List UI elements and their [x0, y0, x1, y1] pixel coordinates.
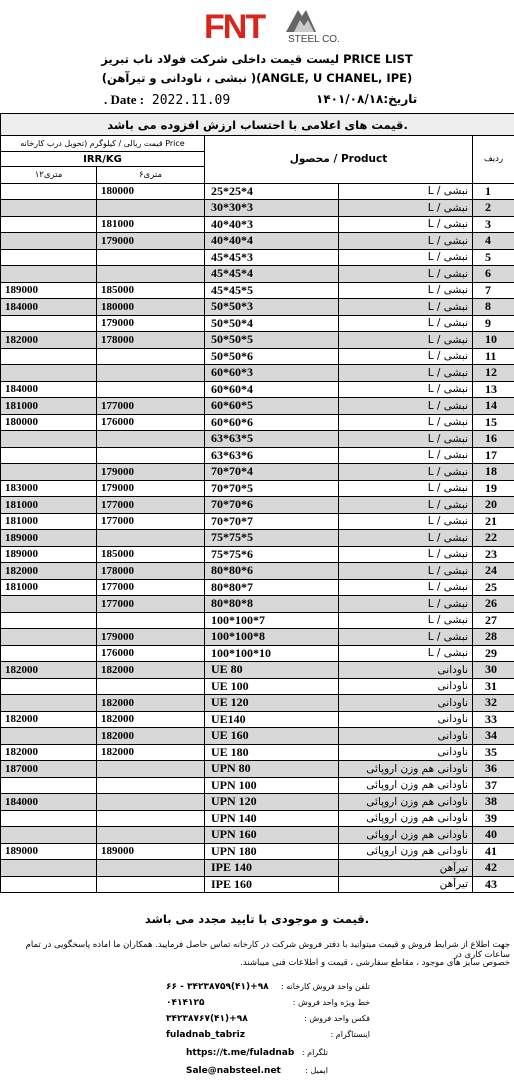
product-name-cell: ناودانی [339, 744, 473, 761]
product-name-cell: ناودانی هم وزن اروپائی [339, 794, 473, 811]
price-12m-cell [1, 365, 97, 382]
table-row [1, 497, 514, 514]
row-number-cell: 30 [473, 662, 514, 679]
row-number-cell: 6 [473, 266, 514, 283]
size-cell: UE 120 [205, 695, 339, 712]
price-6m-cell [97, 876, 205, 893]
title-line-2: (نبشی ، ناودانی و تیرآهن )(ANGLE, U CHANEL, IPE) [101, 71, 413, 85]
price-12m-cell [1, 612, 97, 629]
size-cell: UE 180 [205, 744, 339, 761]
table-row [1, 315, 514, 332]
logo-mountain-icon [286, 6, 316, 32]
price-12m-cell: 181000 [1, 513, 97, 530]
price-12m-cell [1, 183, 97, 200]
price-12m-cell [1, 249, 97, 266]
size-cell: 80*80*7 [205, 579, 339, 596]
table-row [1, 530, 514, 547]
price-header: قیمت ریالی / کیلوگرم (تحویل درب کارخانه Price [1, 136, 205, 152]
date-value: 2022.11.09 [151, 93, 231, 108]
price-6m-cell: 182000 [97, 695, 205, 712]
table-row [1, 678, 514, 695]
price-6m-cell [97, 249, 205, 266]
price-6m-cell: 178000 [97, 563, 205, 580]
row-number-cell: 3 [473, 216, 514, 233]
table-row [1, 596, 514, 613]
price-12m-cell [1, 860, 97, 877]
product-name-cell: نبشی / L [339, 299, 473, 316]
price-12m-cell: 187000 [1, 761, 97, 778]
price-6m-cell: 182000 [97, 744, 205, 761]
price-12m-cell [1, 266, 97, 283]
price-6m-cell [97, 266, 205, 283]
footer-note-2: خصوص سایز های موجود ، مقاطع سفارشی ، قیمت و اطلاعات فنی میباشند. [240, 958, 510, 968]
size-cell: 50*50*3 [205, 299, 339, 316]
table-row [1, 728, 514, 745]
size-cell: 30*30*3 [205, 200, 339, 217]
size-cell: 63*63*5 [205, 431, 339, 448]
price-6m-cell [97, 381, 205, 398]
table-row [1, 348, 514, 365]
row-number-cell: 28 [473, 629, 514, 646]
date-label: . Date : [104, 92, 145, 107]
product-name-cell: ناودانی هم وزن اروپائی [339, 827, 473, 844]
product-name-cell: ناودانی [339, 662, 473, 679]
price-6m-cell: 177000 [97, 513, 205, 530]
row-number-cell: 33 [473, 711, 514, 728]
price-6m-cell: 181000 [97, 216, 205, 233]
title-line-1: لیست قیمت داخلی شرکت فولاد ناب تبریز PRICE LIST [101, 52, 413, 66]
price-6m-cell: 178000 [97, 332, 205, 349]
len12-header: ۱۲متری [1, 167, 97, 184]
row-number-cell: 9 [473, 315, 514, 332]
size-cell: 63*63*6 [205, 447, 339, 464]
product-name-cell: نبشی / L [339, 200, 473, 217]
price-12m-cell [1, 629, 97, 646]
product-name-cell: ناودانی هم وزن اروپائی [339, 761, 473, 778]
price-6m-cell: 182000 [97, 711, 205, 728]
contact-value[interactable]: Sale@nabsteel.net [186, 1066, 281, 1076]
product-name-cell: ناودانی هم وزن اروپائی [339, 843, 473, 860]
price-6m-cell [97, 860, 205, 877]
size-cell: UE 100 [205, 678, 339, 695]
size-cell: 25*25*4 [205, 183, 339, 200]
product-name-cell: نبشی / L [339, 183, 473, 200]
table-row [1, 414, 514, 431]
size-cell: 50*50*6 [205, 348, 339, 365]
size-cell: UE 160 [205, 728, 339, 745]
size-cell: UPN 140 [205, 810, 339, 827]
row-number-cell: 17 [473, 447, 514, 464]
size-cell: 40*40*4 [205, 233, 339, 250]
table-row [1, 365, 514, 382]
size-cell: 60*60*3 [205, 365, 339, 382]
size-cell: 70*70*6 [205, 497, 339, 514]
table-row [1, 629, 514, 646]
row-number-cell: 34 [473, 728, 514, 745]
price-12m-cell [1, 464, 97, 481]
size-cell: 100*100*8 [205, 629, 339, 646]
size-cell: 75*75*5 [205, 530, 339, 547]
row-number-cell: 16 [473, 431, 514, 448]
table-row [1, 645, 514, 662]
price-6m-cell [97, 530, 205, 547]
price-6m-cell [97, 761, 205, 778]
price-6m-cell [97, 678, 205, 695]
row-number-cell: 24 [473, 563, 514, 580]
size-cell: 100*100*10 [205, 645, 339, 662]
price-12m-cell [1, 216, 97, 233]
price-12m-cell [1, 596, 97, 613]
unit-header: IRR/KG [1, 152, 205, 167]
row-number-cell: 11 [473, 348, 514, 365]
price-12m-cell: 189000 [1, 843, 97, 860]
size-cell: 75*75*6 [205, 546, 339, 563]
contact-value: ۳۴۲۳۸۷۶۷(۴۱)+۹۸ [166, 1014, 248, 1024]
product-name-cell: نبشی / L [339, 612, 473, 629]
row-number-cell: 14 [473, 398, 514, 415]
size-cell: 70*70*7 [205, 513, 339, 530]
row-number-cell: 21 [473, 513, 514, 530]
price-6m-cell [97, 827, 205, 844]
row-number-cell: 23 [473, 546, 514, 563]
price-6m-cell [97, 447, 205, 464]
price-12m-cell: 184000 [1, 381, 97, 398]
table-row [1, 777, 514, 794]
product-name-cell: تیرآهن [339, 860, 473, 877]
price-12m-cell: 181000 [1, 579, 97, 596]
price-6m-cell [97, 612, 205, 629]
row-number-cell: 35 [473, 744, 514, 761]
table-row [1, 513, 514, 530]
product-name-cell: نبشی / L [339, 315, 473, 332]
price-12m-cell: 189000 [1, 546, 97, 563]
contact-label: فکس واحد فروش : [304, 1014, 370, 1023]
price-12m-cell: 181000 [1, 497, 97, 514]
table-row [1, 744, 514, 761]
row-number-cell: 27 [473, 612, 514, 629]
price-12m-cell [1, 447, 97, 464]
product-name-cell: نبشی / L [339, 233, 473, 250]
size-cell: 40*40*3 [205, 216, 339, 233]
table-row [1, 843, 514, 860]
price-12m-cell: 182000 [1, 332, 97, 349]
price-6m-cell: 179000 [97, 464, 205, 481]
size-cell: 100*100*7 [205, 612, 339, 629]
price-6m-cell: 179000 [97, 629, 205, 646]
size-cell: 60*60*4 [205, 381, 339, 398]
table-row [1, 282, 514, 299]
row-number-cell: 5 [473, 249, 514, 266]
price-12m-cell: 189000 [1, 282, 97, 299]
date-en [104, 92, 230, 108]
size-cell: IPE 140 [205, 860, 339, 877]
fnt-logo [204, 6, 344, 50]
logo-sub: STEEL CO. [288, 34, 340, 45]
product-name-cell: ناودانی [339, 678, 473, 695]
product-name-cell: نبشی / L [339, 596, 473, 613]
row-number-cell: 38 [473, 794, 514, 811]
product-name-cell: نبشی / L [339, 398, 473, 415]
contact-value[interactable]: https://t.me/fuladnab [186, 1048, 295, 1058]
table-row [1, 563, 514, 580]
price-6m-cell: 177000 [97, 497, 205, 514]
row-number-cell: 1 [473, 183, 514, 200]
price-6m-cell: 185000 [97, 546, 205, 563]
price-6m-cell [97, 794, 205, 811]
size-cell: 45*45*3 [205, 249, 339, 266]
price-12m-cell [1, 678, 97, 695]
footer-note-1: جهت اطلاع از شرایط فروش و قیمت میتوانید با دفتر فروش شرکت در کارخانه تماس حاصل فرمایید. همکاران ما اماده پاسخگویی در تمام ساعات کاری در [25, 940, 510, 960]
product-name-cell: نبشی / L [339, 513, 473, 530]
price-6m-cell: 189000 [97, 843, 205, 860]
product-name-cell: نبشی / L [339, 497, 473, 514]
price-12m-cell [1, 728, 97, 745]
size-cell: UPN 160 [205, 827, 339, 844]
table-row [1, 711, 514, 728]
table-row [1, 695, 514, 712]
price-6m-cell: 176000 [97, 414, 205, 431]
price-12m-cell: 182000 [1, 744, 97, 761]
table-row [1, 761, 514, 778]
product-name-cell: نبشی / L [339, 563, 473, 580]
product-name-cell: ناودانی [339, 695, 473, 712]
table-row [1, 464, 514, 481]
table-row [1, 579, 514, 596]
price-12m-cell [1, 876, 97, 893]
product-name-cell: نبشی / L [339, 645, 473, 662]
row-number-cell: 25 [473, 579, 514, 596]
row-number-cell: 26 [473, 596, 514, 613]
table-row [1, 381, 514, 398]
row-number-cell: 36 [473, 761, 514, 778]
product-name-cell: نبشی / L [339, 348, 473, 365]
table-row [1, 480, 514, 497]
price-6m-cell [97, 431, 205, 448]
table-row [1, 546, 514, 563]
size-cell: IPE 160 [205, 876, 339, 893]
size-cell: 45*45*5 [205, 282, 339, 299]
price-12m-cell: 181000 [1, 398, 97, 415]
table-row [1, 233, 514, 250]
size-cell: 70*70*4 [205, 464, 339, 481]
row-number-cell: 42 [473, 860, 514, 877]
availability-note: قیمت و موجودی با تایید مجدد می باشد. [144, 912, 370, 926]
row-number-cell: 41 [473, 843, 514, 860]
contact-label: خط ویژه واحد فروش : [292, 998, 370, 1007]
table-row [1, 398, 514, 415]
size-cell: 60*60*6 [205, 414, 339, 431]
price-12m-cell [1, 827, 97, 844]
table-row [1, 827, 514, 844]
product-name-cell: ناودانی هم وزن اروپائی [339, 777, 473, 794]
price-12m-cell: 182000 [1, 662, 97, 679]
product-header: محصول / Product [205, 136, 473, 184]
product-name-cell: نبشی / L [339, 381, 473, 398]
price-12m-cell [1, 200, 97, 217]
contact-value[interactable]: fuladnab_tabriz [166, 1030, 245, 1040]
product-name-cell: نبشی / L [339, 282, 473, 299]
price-12m-cell: 184000 [1, 794, 97, 811]
price-12m-cell [1, 431, 97, 448]
size-cell: 80*80*8 [205, 596, 339, 613]
price-12m-cell [1, 348, 97, 365]
price-12m-cell: 183000 [1, 480, 97, 497]
product-name-cell: نبشی / L [339, 365, 473, 382]
product-name-cell: نبشی / L [339, 464, 473, 481]
product-name-cell: نبشی / L [339, 431, 473, 448]
price-12m-cell [1, 315, 97, 332]
table-row [1, 662, 514, 679]
product-name-cell: نبشی / L [339, 266, 473, 283]
product-name-cell: نبشی / L [339, 629, 473, 646]
logo-brand: FNT [204, 8, 265, 46]
price-6m-cell [97, 348, 205, 365]
row-number-cell: 10 [473, 332, 514, 349]
size-cell: UE140 [205, 711, 339, 728]
product-name-cell: ناودانی [339, 728, 473, 745]
price-6m-cell: 180000 [97, 299, 205, 316]
row-number-cell: 29 [473, 645, 514, 662]
size-cell: UPN 120 [205, 794, 339, 811]
table-row [1, 860, 514, 877]
table-row [1, 794, 514, 811]
table-row [1, 249, 514, 266]
table-row [1, 612, 514, 629]
price-6m-cell: 177000 [97, 579, 205, 596]
row-number-cell: 18 [473, 464, 514, 481]
row-number-cell: 20 [473, 497, 514, 514]
row-number-cell: 19 [473, 480, 514, 497]
size-cell: UPN 100 [205, 777, 339, 794]
contact-label: تلفن واحد فروش کارخانه : [281, 982, 370, 991]
contact-label: تلگرام : [301, 1048, 328, 1057]
price-6m-cell [97, 365, 205, 382]
row-number-cell: 43 [473, 876, 514, 893]
price-12m-cell [1, 695, 97, 712]
size-cell: 50*50*4 [205, 315, 339, 332]
price-6m-cell: 177000 [97, 596, 205, 613]
contact-label: اینستاگرام : [330, 1030, 370, 1039]
price-6m-cell: 180000 [97, 183, 205, 200]
row-number-cell: 12 [473, 365, 514, 382]
size-cell: 50*50*5 [205, 332, 339, 349]
product-name-cell: نبشی / L [339, 546, 473, 563]
price-6m-cell: 177000 [97, 398, 205, 415]
table-row [1, 431, 514, 448]
table-row [1, 266, 514, 283]
contact-value: ۰۴۱۴۱۲۵ [166, 998, 205, 1008]
price-6m-cell: 185000 [97, 282, 205, 299]
product-name-cell: نبشی / L [339, 579, 473, 596]
table-row [1, 200, 514, 217]
size-cell: UPN 180 [205, 843, 339, 860]
row-number-cell: 7 [473, 282, 514, 299]
size-cell: UE 80 [205, 662, 339, 679]
price-6m-cell [97, 777, 205, 794]
row-number-cell: 40 [473, 827, 514, 844]
product-name-cell: نبشی / L [339, 447, 473, 464]
price-12m-cell: 184000 [1, 299, 97, 316]
table-row [1, 876, 514, 893]
table-row [1, 216, 514, 233]
size-cell: 45*45*4 [205, 266, 339, 283]
price-12m-cell [1, 645, 97, 662]
product-name-cell: ناودانی هم وزن اروپائی [339, 810, 473, 827]
row-number-cell: 32 [473, 695, 514, 712]
price-6m-cell: 179000 [97, 233, 205, 250]
size-cell: 70*70*5 [205, 480, 339, 497]
row-number-cell: 39 [473, 810, 514, 827]
row-number-cell: 13 [473, 381, 514, 398]
price-6m-cell: 179000 [97, 315, 205, 332]
product-name-cell: نبشی / L [339, 249, 473, 266]
size-cell: UPN 80 [205, 761, 339, 778]
size-cell: 60*60*5 [205, 398, 339, 415]
price-12m-cell [1, 233, 97, 250]
price-6m-cell: 176000 [97, 645, 205, 662]
price-12m-cell: 182000 [1, 711, 97, 728]
date-fa: تاریخ:۱۴۰۱/۰۸/۱۸ [316, 92, 418, 106]
row-number-cell: 15 [473, 414, 514, 431]
product-name-cell: نبشی / L [339, 332, 473, 349]
price-6m-cell [97, 810, 205, 827]
price-6m-cell: 179000 [97, 480, 205, 497]
row-number-cell: 8 [473, 299, 514, 316]
product-name-cell: نبشی / L [339, 480, 473, 497]
price-6m-cell [97, 200, 205, 217]
row-number-cell: 37 [473, 777, 514, 794]
table-row [1, 447, 514, 464]
len6-header: ۶متری [97, 167, 205, 184]
price-6m-cell: 182000 [97, 728, 205, 745]
product-name-cell: نبشی / L [339, 530, 473, 547]
price-12m-cell [1, 810, 97, 827]
vat-note: قیمت های اعلامی با احتساب ارزش افزوده می باشد. [1, 114, 514, 136]
price-12m-cell: 180000 [1, 414, 97, 431]
price-12m-cell: 189000 [1, 530, 97, 547]
price-12m-cell: 182000 [1, 563, 97, 580]
table-row [1, 299, 514, 316]
row-number-cell: 2 [473, 200, 514, 217]
row-number-cell: 31 [473, 678, 514, 695]
contact-label: ایمیل : [305, 1066, 328, 1075]
size-cell: 80*80*6 [205, 563, 339, 580]
row-header: ردیف [473, 136, 514, 184]
price-12m-cell [1, 777, 97, 794]
row-number-cell: 22 [473, 530, 514, 547]
row-number-cell: 4 [473, 233, 514, 250]
table-row [1, 183, 514, 200]
product-name-cell: تیرآهن [339, 876, 473, 893]
table-row [1, 810, 514, 827]
product-name-cell: نبشی / L [339, 414, 473, 431]
price-6m-cell: 182000 [97, 662, 205, 679]
product-name-cell: نبشی / L [339, 216, 473, 233]
contact-value: ۶۶ - ۳۴۲۳۸۷۵۹(۴۱)+۹۸ [166, 982, 269, 992]
product-name-cell: ناودانی [339, 711, 473, 728]
table-row [1, 332, 514, 349]
price-table [0, 113, 514, 893]
